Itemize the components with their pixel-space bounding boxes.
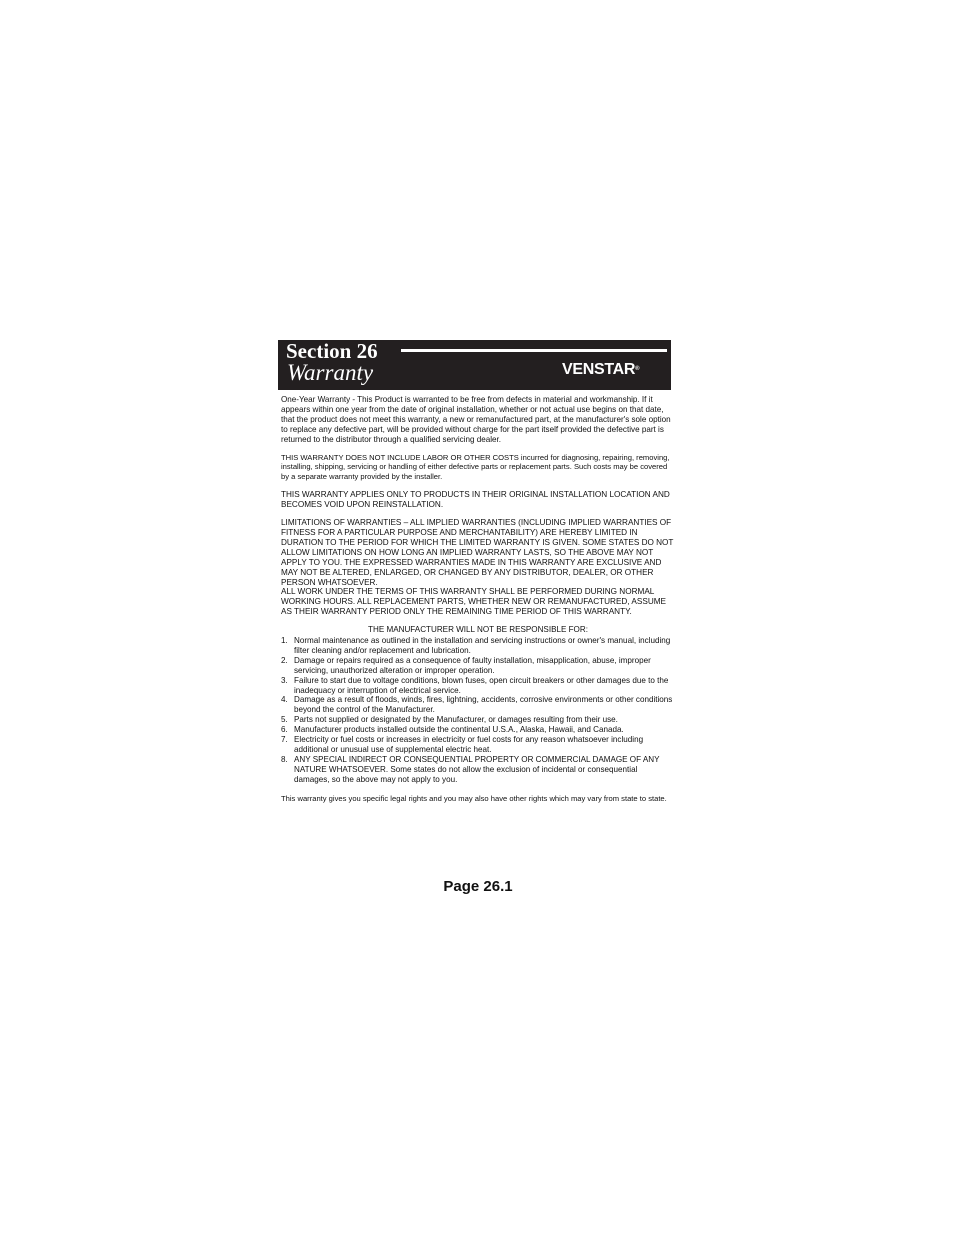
list-item — [281, 715, 675, 725]
list-item-number: 3. — [281, 675, 288, 685]
warranty-content — [281, 395, 675, 812]
list-item — [281, 755, 675, 785]
list-item-number: 6. — [281, 725, 288, 735]
list-item-number: 4. — [281, 695, 288, 705]
list-item — [281, 725, 675, 735]
list-item-number: 1. — [281, 636, 288, 646]
list-heading: THE MANUFACTURER WILL NOT BE RESPONSIBLE FOR: — [368, 625, 588, 635]
list-item-text: Damage or repairs required as a consequence of faulty installation, misapplication, abuse, improper servicing, unauthorized alteration or improper operation. — [294, 655, 651, 675]
list-item — [281, 695, 675, 715]
list-item-number: 7. — [281, 735, 288, 745]
title-rule — [401, 349, 667, 352]
labor-exclusion: THIS WARRANTY DOES NOT INCLUDE LABOR OR OTHER COSTS incurred for diagnosing, repairing, removing, installing, shipping, servicing or handling of either defective parts or replacement parts. Such costs may be covered by a separate warranty provided by the installer. — [281, 452, 670, 482]
section-header — [278, 340, 671, 390]
list-item-text: Damage as a result of floods, winds, fires, lightning, accidents, corrosive environments or other conditions beyond the control of the Manufacturer. — [294, 695, 673, 715]
list-item-text: ANY SPECIAL INDIRECT OR CONSEQUENTIAL PROPERTY OR COMMERCIAL DAMAGE OF ANY NATURE WHATSOEVER. Some states do not allow the exclusion of incidental or consequential damages, so the above may not apply to you. — [294, 754, 660, 784]
list-item-number: 2. — [281, 655, 288, 665]
exclusions-list — [281, 636, 675, 785]
list-item-text: Failure to start due to voltage conditions, blown fuses, open circuit breakers or other damages due to the inadequacy or interruption of electrical service. — [294, 675, 669, 695]
section-title: Section 26 — [286, 339, 378, 363]
list-item — [281, 636, 675, 656]
list-item-text: Electricity or fuel costs or increases in electricity or fuel costs for any reason whatsoever including additional or unusual use of supplemental electric heat. — [294, 735, 644, 754]
work-terms-clause: ALL WORK UNDER THE TERMS OF THIS WARRANTY SHALL BE PERFORMED DURING NORMAL WORKING HOURS. ALL REPLACEMENT PARTS, WHETHER NEW OR REMANUFACTURED, ASSUME AS THEIR WARRANTY PERIOD ONLY THE REMAINING TIME PERIOD OF THIS WARRANTY. — [281, 587, 667, 617]
list-item-number: 8. — [281, 754, 288, 764]
closing-statement: This warranty gives you specific legal rights and you may also have other rights which may vary from state to state. — [281, 793, 667, 803]
section-subtitle: Warranty — [287, 360, 374, 385]
list-item — [281, 735, 675, 755]
venstar-logo — [562, 361, 639, 379]
list-item-text: Normal maintenance as outlined in the installation and servicing instructions or owner's manual, including filter cleaning and/or replacement and lubrication. — [294, 636, 671, 655]
list-item — [281, 656, 675, 676]
warranty-intro: One-Year Warranty - This Product is warranted to be free from defects in material and workmanship. If it appears within one year from the date of original installation, whether or not actual use begins on that date, that the product does not meet this warranty, a new or remanufactured part, at the manufacturer's sole option to replace any defective part, will be provided without charge for the part itself provided the defective part is returned to the distributor through a qualified servicing dealer. — [281, 395, 671, 444]
list-item — [281, 676, 675, 696]
list-item-text: Parts not supplied or designated by the Manufacturer, or damages resulting from their use. — [294, 715, 618, 725]
logo-text: VENSTAR — [562, 361, 636, 378]
list-item-text: Manufacturer products installed outside the continental U.S.A., Alaska, Hawaii, and Canada. — [294, 725, 624, 735]
registered-mark: ® — [635, 366, 640, 372]
limitations-clause: LIMITATIONS OF WARRANTIES – ALL IMPLIED WARRANTIES (INCLUDING IMPLIED WARRANTIES OF FITNESS FOR A PARTICULAR PURPOSE AND MERCHANTABILITY) ARE HEREBY LIMITED IN DURATION TO THE PERIOD FOR WHICH THE LIMITED WARRANTY IS GIVEN. SOME STATES DO NOT ALLOW LIMITATIONS ON HOW LONG AN IMPLIED WARRANTY LASTS, SO THE ABOVE MAY NOT APPLY TO YOU. THE EXPRESSED WARRANTIES MADE IN THIS WARRANTY ARE EXCLUSIVE AND MAY NOT BE ALTERED, ENLARGED, OR CHANGED BY ANY DISTRIBUTOR, DEALER, OR OTHER PERSON WHATSOEVER. — [281, 518, 674, 587]
list-item-number: 5. — [281, 715, 288, 725]
installation-clause: THIS WARRANTY APPLIES ONLY TO PRODUCTS IN THEIR ORIGINAL INSTALLATION LOCATION AND BECOMES VOID UPON REINSTALLATION. — [281, 490, 670, 510]
page-number: Page 26.1 — [443, 878, 513, 895]
